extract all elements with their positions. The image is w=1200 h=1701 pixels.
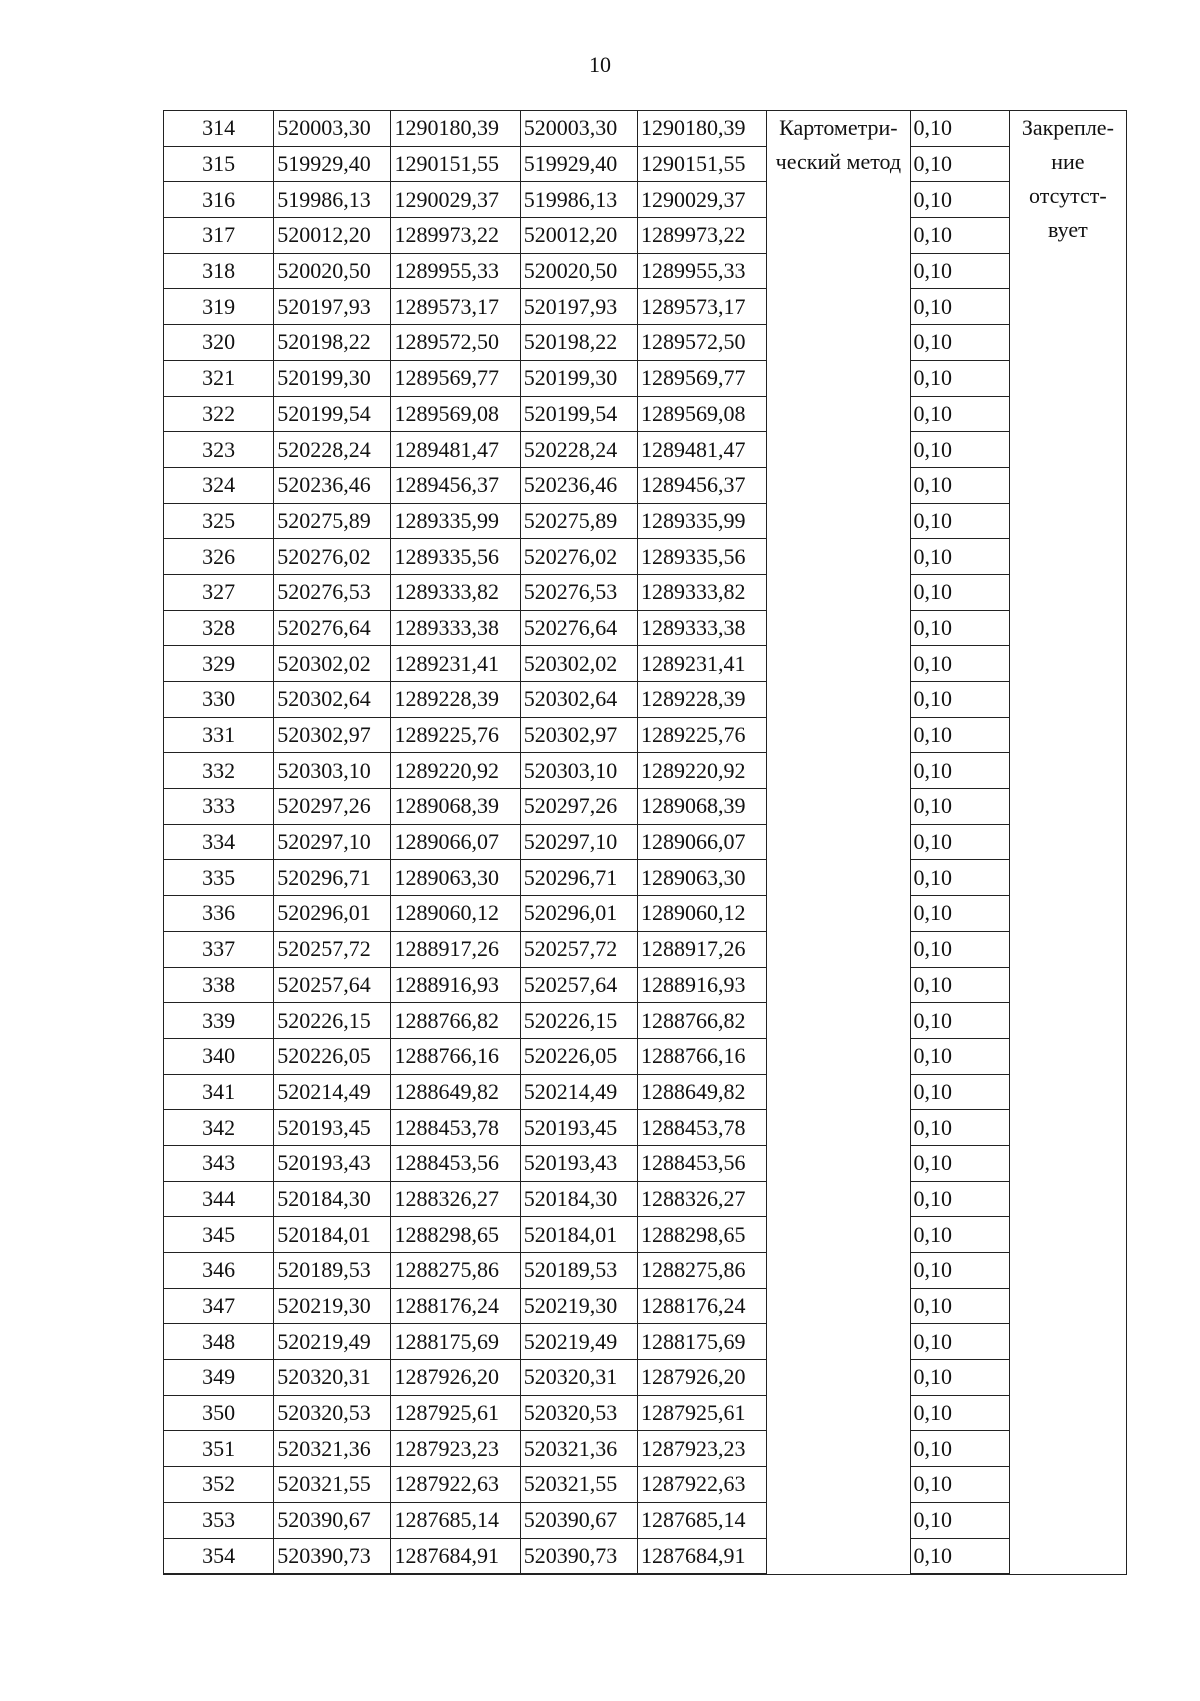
table-row <box>164 682 1127 718</box>
point-number-cell: 352 <box>164 1467 274 1503</box>
table-row <box>164 860 1127 896</box>
y-existing-cell: 1287684,91 <box>391 1538 520 1574</box>
accuracy-cell: 0,10 <box>910 896 1009 932</box>
point-number-cell: 331 <box>164 717 274 753</box>
y-existing-cell: 1289335,56 <box>391 539 520 575</box>
accuracy-cell: 0,10 <box>910 1538 1009 1574</box>
x-new-cell: 520184,01 <box>520 1217 637 1253</box>
x-existing-cell: 520276,64 <box>274 610 391 646</box>
y-new-cell: 1288766,82 <box>637 1003 766 1039</box>
point-number-cell: 338 <box>164 967 274 1003</box>
y-existing-cell: 1287923,23 <box>391 1431 520 1467</box>
y-new-cell: 1288453,78 <box>637 1110 766 1146</box>
y-existing-cell: 1289456,37 <box>391 467 520 503</box>
table-row <box>164 824 1127 860</box>
y-existing-cell: 1289231,41 <box>391 646 520 682</box>
table-row <box>164 1145 1127 1181</box>
y-new-cell: 1287925,61 <box>637 1395 766 1431</box>
y-existing-cell: 1289955,33 <box>391 253 520 289</box>
x-existing-cell: 519929,40 <box>274 146 391 182</box>
y-new-cell: 1289231,41 <box>637 646 766 682</box>
coordinates-table <box>163 110 1127 1575</box>
y-new-cell: 1289569,77 <box>637 360 766 396</box>
x-existing-cell: 520199,30 <box>274 360 391 396</box>
x-existing-cell: 520296,01 <box>274 896 391 932</box>
table-row <box>164 1217 1127 1253</box>
y-existing-cell: 1288326,27 <box>391 1181 520 1217</box>
y-existing-cell: 1289973,22 <box>391 218 520 254</box>
y-new-cell: 1290151,55 <box>637 146 766 182</box>
y-new-cell: 1288298,65 <box>637 1217 766 1253</box>
point-number-cell: 316 <box>164 182 274 218</box>
x-existing-cell: 520257,72 <box>274 931 391 967</box>
point-number-cell: 347 <box>164 1288 274 1324</box>
point-number-cell: 322 <box>164 396 274 432</box>
y-existing-cell: 1289063,30 <box>391 860 520 896</box>
accuracy-cell: 0,10 <box>910 1003 1009 1039</box>
x-new-cell: 520302,97 <box>520 717 637 753</box>
x-new-cell: 520236,46 <box>520 467 637 503</box>
x-new-cell: 520198,22 <box>520 325 637 361</box>
accuracy-cell: 0,10 <box>910 610 1009 646</box>
accuracy-cell: 0,10 <box>910 467 1009 503</box>
y-existing-cell: 1289333,38 <box>391 610 520 646</box>
y-existing-cell: 1288275,86 <box>391 1253 520 1289</box>
y-new-cell: 1288916,93 <box>637 967 766 1003</box>
y-new-cell: 1290180,39 <box>637 111 766 147</box>
point-number-cell: 336 <box>164 896 274 932</box>
x-existing-cell: 520226,15 <box>274 1003 391 1039</box>
x-new-cell: 520257,72 <box>520 931 637 967</box>
point-number-cell: 326 <box>164 539 274 575</box>
x-existing-cell: 520012,20 <box>274 218 391 254</box>
x-new-cell: 520199,30 <box>520 360 637 396</box>
point-number-cell: 350 <box>164 1395 274 1431</box>
accuracy-cell: 0,10 <box>910 1431 1009 1467</box>
x-existing-cell: 520184,30 <box>274 1181 391 1217</box>
accuracy-cell: 0,10 <box>910 396 1009 432</box>
y-existing-cell: 1287685,14 <box>391 1502 520 1538</box>
y-existing-cell: 1288298,65 <box>391 1217 520 1253</box>
x-new-cell: 520321,36 <box>520 1431 637 1467</box>
x-new-cell: 520297,26 <box>520 789 637 825</box>
accuracy-cell: 0,10 <box>910 967 1009 1003</box>
point-number-cell: 329 <box>164 646 274 682</box>
y-existing-cell: 1289228,39 <box>391 682 520 718</box>
x-existing-cell: 520214,49 <box>274 1074 391 1110</box>
x-new-cell: 520276,02 <box>520 539 637 575</box>
y-new-cell: 1287685,14 <box>637 1502 766 1538</box>
x-new-cell: 519929,40 <box>520 146 637 182</box>
y-new-cell: 1289333,82 <box>637 574 766 610</box>
x-existing-cell: 520321,55 <box>274 1467 391 1503</box>
x-new-cell: 520275,89 <box>520 503 637 539</box>
accuracy-cell: 0,10 <box>910 253 1009 289</box>
y-new-cell: 1289335,99 <box>637 503 766 539</box>
table-row <box>164 646 1127 682</box>
x-existing-cell: 520189,53 <box>274 1253 391 1289</box>
table-row <box>164 360 1127 396</box>
y-existing-cell: 1287926,20 <box>391 1360 520 1396</box>
point-number-cell: 319 <box>164 289 274 325</box>
x-new-cell: 520297,10 <box>520 824 637 860</box>
table-row <box>164 111 1127 147</box>
table-row <box>164 717 1127 753</box>
x-existing-cell: 520003,30 <box>274 111 391 147</box>
y-existing-cell: 1288175,69 <box>391 1324 520 1360</box>
table-row <box>164 1288 1127 1324</box>
y-new-cell: 1288275,86 <box>637 1253 766 1289</box>
accuracy-cell: 0,10 <box>910 1181 1009 1217</box>
table-row <box>164 432 1127 468</box>
x-new-cell: 520321,55 <box>520 1467 637 1503</box>
accuracy-cell: 0,10 <box>910 1324 1009 1360</box>
table-row <box>164 1074 1127 1110</box>
accuracy-cell: 0,10 <box>910 1288 1009 1324</box>
page-number: 10 <box>589 52 611 77</box>
y-new-cell: 1289225,76 <box>637 717 766 753</box>
point-number-cell: 345 <box>164 1217 274 1253</box>
accuracy-cell: 0,10 <box>910 1217 1009 1253</box>
y-new-cell: 1288175,69 <box>637 1324 766 1360</box>
point-number-cell: 332 <box>164 753 274 789</box>
y-new-cell: 1289335,56 <box>637 539 766 575</box>
y-new-cell: 1289456,37 <box>637 467 766 503</box>
x-new-cell: 520219,30 <box>520 1288 637 1324</box>
y-existing-cell: 1287925,61 <box>391 1395 520 1431</box>
table-row <box>164 289 1127 325</box>
x-existing-cell: 519986,13 <box>274 182 391 218</box>
accuracy-cell: 0,10 <box>910 753 1009 789</box>
y-existing-cell: 1288917,26 <box>391 931 520 967</box>
x-existing-cell: 520390,67 <box>274 1502 391 1538</box>
x-new-cell: 520257,64 <box>520 967 637 1003</box>
x-existing-cell: 520320,31 <box>274 1360 391 1396</box>
y-new-cell: 1288453,56 <box>637 1145 766 1181</box>
accuracy-cell: 0,10 <box>910 1253 1009 1289</box>
y-existing-cell: 1289066,07 <box>391 824 520 860</box>
accuracy-cell: 0,10 <box>910 789 1009 825</box>
x-existing-cell: 520198,22 <box>274 325 391 361</box>
x-new-cell: 520390,73 <box>520 1538 637 1574</box>
y-existing-cell: 1289333,82 <box>391 574 520 610</box>
y-new-cell: 1289955,33 <box>637 253 766 289</box>
x-new-cell: 520226,15 <box>520 1003 637 1039</box>
y-new-cell: 1287923,23 <box>637 1431 766 1467</box>
fixation-cell: Закрепле- ние отсутст- вует <box>1009 111 1126 1575</box>
x-new-cell: 520214,49 <box>520 1074 637 1110</box>
y-existing-cell: 1288916,93 <box>391 967 520 1003</box>
accuracy-cell: 0,10 <box>910 218 1009 254</box>
accuracy-cell: 0,10 <box>910 1145 1009 1181</box>
y-existing-cell: 1289068,39 <box>391 789 520 825</box>
accuracy-cell: 0,10 <box>910 1038 1009 1074</box>
y-existing-cell: 1288766,16 <box>391 1038 520 1074</box>
x-new-cell: 520320,53 <box>520 1395 637 1431</box>
point-number-cell: 328 <box>164 610 274 646</box>
table-row <box>164 253 1127 289</box>
x-new-cell: 520219,49 <box>520 1324 637 1360</box>
point-number-cell: 320 <box>164 325 274 361</box>
y-new-cell: 1288176,24 <box>637 1288 766 1324</box>
x-new-cell: 520199,54 <box>520 396 637 432</box>
accuracy-cell: 0,10 <box>910 111 1009 147</box>
x-new-cell: 520189,53 <box>520 1253 637 1289</box>
y-existing-cell: 1288766,82 <box>391 1003 520 1039</box>
point-number-cell: 339 <box>164 1003 274 1039</box>
method-cell: Картометри- ческий метод <box>767 111 910 1575</box>
table-row <box>164 1003 1127 1039</box>
accuracy-cell: 0,10 <box>910 289 1009 325</box>
y-new-cell: 1289060,12 <box>637 896 766 932</box>
y-existing-cell: 1289572,50 <box>391 325 520 361</box>
x-new-cell: 520003,30 <box>520 111 637 147</box>
point-number-cell: 314 <box>164 111 274 147</box>
x-existing-cell: 520321,36 <box>274 1431 391 1467</box>
accuracy-cell: 0,10 <box>910 1502 1009 1538</box>
point-number-cell: 333 <box>164 789 274 825</box>
x-existing-cell: 520296,71 <box>274 860 391 896</box>
table-row <box>164 1181 1127 1217</box>
point-number-cell: 351 <box>164 1431 274 1467</box>
y-new-cell: 1287926,20 <box>637 1360 766 1396</box>
coordinates-table-body <box>164 111 1127 1575</box>
table-row <box>164 218 1127 254</box>
accuracy-cell: 0,10 <box>910 1110 1009 1146</box>
x-new-cell: 520302,64 <box>520 682 637 718</box>
point-number-cell: 315 <box>164 146 274 182</box>
y-existing-cell: 1289220,92 <box>391 753 520 789</box>
x-new-cell: 520193,43 <box>520 1145 637 1181</box>
accuracy-cell: 0,10 <box>910 1467 1009 1503</box>
y-existing-cell: 1289060,12 <box>391 896 520 932</box>
point-number-cell: 330 <box>164 682 274 718</box>
x-existing-cell: 520219,49 <box>274 1324 391 1360</box>
y-new-cell: 1289220,92 <box>637 753 766 789</box>
table-row <box>164 467 1127 503</box>
x-new-cell: 520390,67 <box>520 1502 637 1538</box>
table-row <box>164 1360 1127 1396</box>
x-existing-cell: 520226,05 <box>274 1038 391 1074</box>
y-existing-cell: 1289481,47 <box>391 432 520 468</box>
x-new-cell: 519986,13 <box>520 182 637 218</box>
table-row <box>164 539 1127 575</box>
accuracy-cell: 0,10 <box>910 182 1009 218</box>
accuracy-cell: 0,10 <box>910 646 1009 682</box>
point-number-cell: 346 <box>164 1253 274 1289</box>
table-row <box>164 396 1127 432</box>
x-existing-cell: 520390,73 <box>274 1538 391 1574</box>
point-number-cell: 342 <box>164 1110 274 1146</box>
y-new-cell: 1289573,17 <box>637 289 766 325</box>
table-row <box>164 182 1127 218</box>
accuracy-cell: 0,10 <box>910 325 1009 361</box>
y-new-cell: 1289228,39 <box>637 682 766 718</box>
x-existing-cell: 520228,24 <box>274 432 391 468</box>
x-existing-cell: 520219,30 <box>274 1288 391 1324</box>
x-existing-cell: 520275,89 <box>274 503 391 539</box>
x-new-cell: 520276,53 <box>520 574 637 610</box>
x-new-cell: 520303,10 <box>520 753 637 789</box>
accuracy-cell: 0,10 <box>910 503 1009 539</box>
x-new-cell: 520302,02 <box>520 646 637 682</box>
x-new-cell: 520320,31 <box>520 1360 637 1396</box>
y-new-cell: 1287684,91 <box>637 1538 766 1574</box>
table-row <box>164 503 1127 539</box>
point-number-cell: 344 <box>164 1181 274 1217</box>
point-number-cell: 325 <box>164 503 274 539</box>
accuracy-cell: 0,10 <box>910 931 1009 967</box>
x-existing-cell: 520276,53 <box>274 574 391 610</box>
y-new-cell: 1288766,16 <box>637 1038 766 1074</box>
table-row <box>164 1538 1127 1574</box>
x-new-cell: 520193,45 <box>520 1110 637 1146</box>
y-new-cell: 1289973,22 <box>637 218 766 254</box>
y-existing-cell: 1290029,37 <box>391 182 520 218</box>
x-existing-cell: 520303,10 <box>274 753 391 789</box>
point-number-cell: 334 <box>164 824 274 860</box>
point-number-cell: 340 <box>164 1038 274 1074</box>
point-number-cell: 341 <box>164 1074 274 1110</box>
y-new-cell: 1289572,50 <box>637 325 766 361</box>
point-number-cell: 323 <box>164 432 274 468</box>
point-number-cell: 349 <box>164 1360 274 1396</box>
y-existing-cell: 1290180,39 <box>391 111 520 147</box>
y-existing-cell: 1288176,24 <box>391 1288 520 1324</box>
table-row <box>164 1038 1127 1074</box>
x-existing-cell: 520236,46 <box>274 467 391 503</box>
accuracy-cell: 0,10 <box>910 1395 1009 1431</box>
table-row <box>164 1467 1127 1503</box>
y-new-cell: 1288917,26 <box>637 931 766 967</box>
x-existing-cell: 520297,26 <box>274 789 391 825</box>
y-new-cell: 1288326,27 <box>637 1181 766 1217</box>
x-new-cell: 520020,50 <box>520 253 637 289</box>
y-new-cell: 1289068,39 <box>637 789 766 825</box>
y-existing-cell: 1289335,99 <box>391 503 520 539</box>
y-new-cell: 1290029,37 <box>637 182 766 218</box>
accuracy-cell: 0,10 <box>910 146 1009 182</box>
table-row <box>164 1324 1127 1360</box>
table-row <box>164 753 1127 789</box>
x-existing-cell: 520302,64 <box>274 682 391 718</box>
y-new-cell: 1287922,63 <box>637 1467 766 1503</box>
accuracy-cell: 0,10 <box>910 574 1009 610</box>
x-new-cell: 520184,30 <box>520 1181 637 1217</box>
point-number-cell: 318 <box>164 253 274 289</box>
y-existing-cell: 1290151,55 <box>391 146 520 182</box>
x-new-cell: 520296,01 <box>520 896 637 932</box>
table-row <box>164 1253 1127 1289</box>
point-number-cell: 343 <box>164 1145 274 1181</box>
x-existing-cell: 520302,97 <box>274 717 391 753</box>
accuracy-cell: 0,10 <box>910 717 1009 753</box>
accuracy-cell: 0,10 <box>910 360 1009 396</box>
x-existing-cell: 520320,53 <box>274 1395 391 1431</box>
table-row <box>164 574 1127 610</box>
x-existing-cell: 520276,02 <box>274 539 391 575</box>
x-existing-cell: 520193,43 <box>274 1145 391 1181</box>
point-number-cell: 327 <box>164 574 274 610</box>
point-number-cell: 321 <box>164 360 274 396</box>
point-number-cell: 348 <box>164 1324 274 1360</box>
y-existing-cell: 1289573,17 <box>391 289 520 325</box>
point-number-cell: 354 <box>164 1538 274 1574</box>
y-new-cell: 1289333,38 <box>637 610 766 646</box>
accuracy-cell: 0,10 <box>910 1360 1009 1396</box>
x-existing-cell: 520197,93 <box>274 289 391 325</box>
table-row <box>164 1502 1127 1538</box>
table-row <box>164 325 1127 361</box>
x-new-cell: 520296,71 <box>520 860 637 896</box>
y-new-cell: 1288649,82 <box>637 1074 766 1110</box>
y-existing-cell: 1289569,77 <box>391 360 520 396</box>
x-existing-cell: 520297,10 <box>274 824 391 860</box>
y-existing-cell: 1288649,82 <box>391 1074 520 1110</box>
y-new-cell: 1289063,30 <box>637 860 766 896</box>
x-new-cell: 520228,24 <box>520 432 637 468</box>
x-existing-cell: 520199,54 <box>274 396 391 432</box>
y-new-cell: 1289066,07 <box>637 824 766 860</box>
y-new-cell: 1289569,08 <box>637 396 766 432</box>
x-existing-cell: 520184,01 <box>274 1217 391 1253</box>
table-row <box>164 1110 1127 1146</box>
y-existing-cell: 1288453,78 <box>391 1110 520 1146</box>
point-number-cell: 353 <box>164 1502 274 1538</box>
x-existing-cell: 520257,64 <box>274 967 391 1003</box>
y-existing-cell: 1289225,76 <box>391 717 520 753</box>
x-new-cell: 520276,64 <box>520 610 637 646</box>
x-existing-cell: 520193,45 <box>274 1110 391 1146</box>
table-row <box>164 896 1127 932</box>
point-number-cell: 317 <box>164 218 274 254</box>
x-new-cell: 520012,20 <box>520 218 637 254</box>
table-row <box>164 967 1127 1003</box>
x-existing-cell: 520302,02 <box>274 646 391 682</box>
table-row <box>164 610 1127 646</box>
accuracy-cell: 0,10 <box>910 539 1009 575</box>
point-number-cell: 337 <box>164 931 274 967</box>
x-new-cell: 520197,93 <box>520 289 637 325</box>
x-existing-cell: 520020,50 <box>274 253 391 289</box>
accuracy-cell: 0,10 <box>910 432 1009 468</box>
point-number-cell: 324 <box>164 467 274 503</box>
x-new-cell: 520226,05 <box>520 1038 637 1074</box>
table-row <box>164 789 1127 825</box>
y-existing-cell: 1287922,63 <box>391 1467 520 1503</box>
accuracy-cell: 0,10 <box>910 860 1009 896</box>
y-existing-cell: 1289569,08 <box>391 396 520 432</box>
accuracy-cell: 0,10 <box>910 682 1009 718</box>
accuracy-cell: 0,10 <box>910 1074 1009 1110</box>
y-new-cell: 1289481,47 <box>637 432 766 468</box>
table-row <box>164 146 1127 182</box>
point-number-cell: 335 <box>164 860 274 896</box>
y-existing-cell: 1288453,56 <box>391 1145 520 1181</box>
table-row <box>164 931 1127 967</box>
table-row <box>164 1431 1127 1467</box>
table-row <box>164 1395 1127 1431</box>
accuracy-cell: 0,10 <box>910 824 1009 860</box>
